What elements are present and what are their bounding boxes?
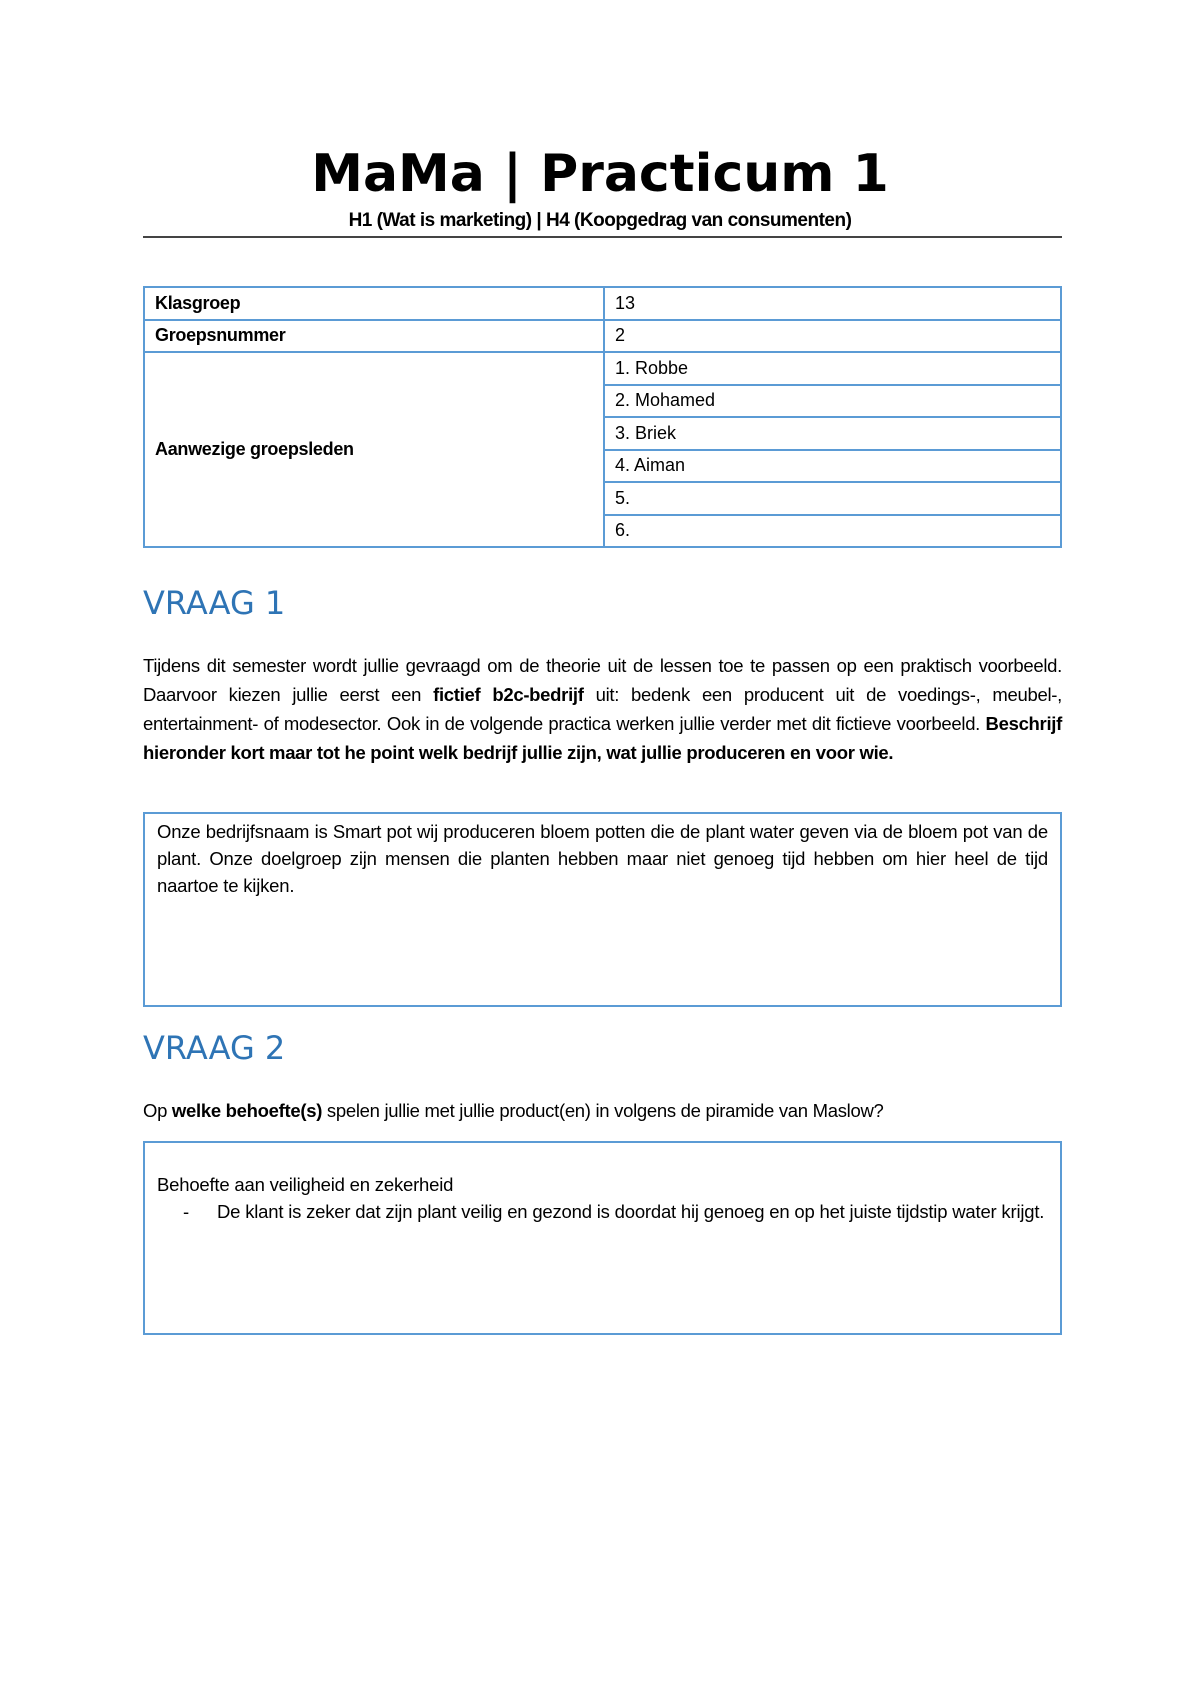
member-cell[interactable]: 4. Aiman [604,450,1061,483]
question-2-answer-bullet [145,1198,1060,1225]
q1-text-part: uit: bedenk een producent uit de voedings-, meubel-, entertainment- of modesector. Ook in de volgende practica werken jullie verder met dit fictieve voorbeeld. [143,684,1062,734]
question-1-answer: Onze bedrijfsnaam is Smart pot wij produceren bloem potten die de plant water geven via de bloem pot van de plant. Onze doelgroep zijn mensen die planten hebben maar niet genoeg tijd hebben om hier heel de tijd naartoe te kijken. [157,821,1048,896]
question-1-text [143,651,1062,767]
table-row [144,352,1061,385]
bullet-text: De klant is zeker dat zijn plant veilig en gezond is doordat hij genoeg en op het juiste tijdstip water krijgt. [217,1201,1045,1222]
group-info-table [143,286,1062,548]
member-cell[interactable]: 2. Mohamed [604,385,1061,418]
class-value[interactable]: 13 [604,287,1061,320]
member-cell[interactable]: 1. Robbe [604,352,1061,385]
bullet-dash: - [183,1201,189,1222]
table-row [144,287,1061,320]
q1-text-part: Tijdens dit semester wordt jullie gevraagd om de theorie uit de lessen toe te passen op een praktisch voorbeeld. Daarvoor kiezen jullie eerst een [143,655,1062,705]
class-label: Klasgroep [144,287,604,320]
header-divider [143,236,1062,238]
q2-text-part: spelen jullie met jullie product(en) in volgens de piramide van Maslow? [322,1100,884,1121]
table-row [144,320,1061,353]
question-2-text [143,1096,1062,1125]
q2-text-part: Op [143,1100,172,1121]
group-label: Groepsnummer [144,320,604,353]
question-2-answer-box[interactable] [143,1141,1062,1335]
member-cell[interactable]: 3. Briek [604,417,1061,450]
member-cell[interactable]: 5. [604,482,1061,515]
question-1-answer-box[interactable] [143,812,1062,1007]
page-title: MaMa | Practicum 1 [311,144,889,204]
members-label: Aanwezige groepsleden [144,352,604,547]
question-1-heading: VRAAG 1 [143,584,286,622]
q1-bold-part: fictief b2c-bedrijf [433,684,584,705]
question-2-heading: VRAAG 2 [143,1029,286,1067]
member-cell[interactable]: 6. [604,515,1061,548]
page-subtitle: H1 (Wat is marketing) | H4 (Koopgedrag van consumenten) [348,210,852,231]
q2-bold-part: welke behoefte(s) [171,1100,323,1121]
group-value[interactable]: 2 [604,320,1061,353]
question-2-answer-title: Behoefte aan veiligheid en zekerheid [157,1174,454,1195]
q1-bold-part: Beschrijf hieronder kort maar tot he point welk bedrijf jullie zijn, wat jullie produceren en voor wie. [143,713,1062,763]
